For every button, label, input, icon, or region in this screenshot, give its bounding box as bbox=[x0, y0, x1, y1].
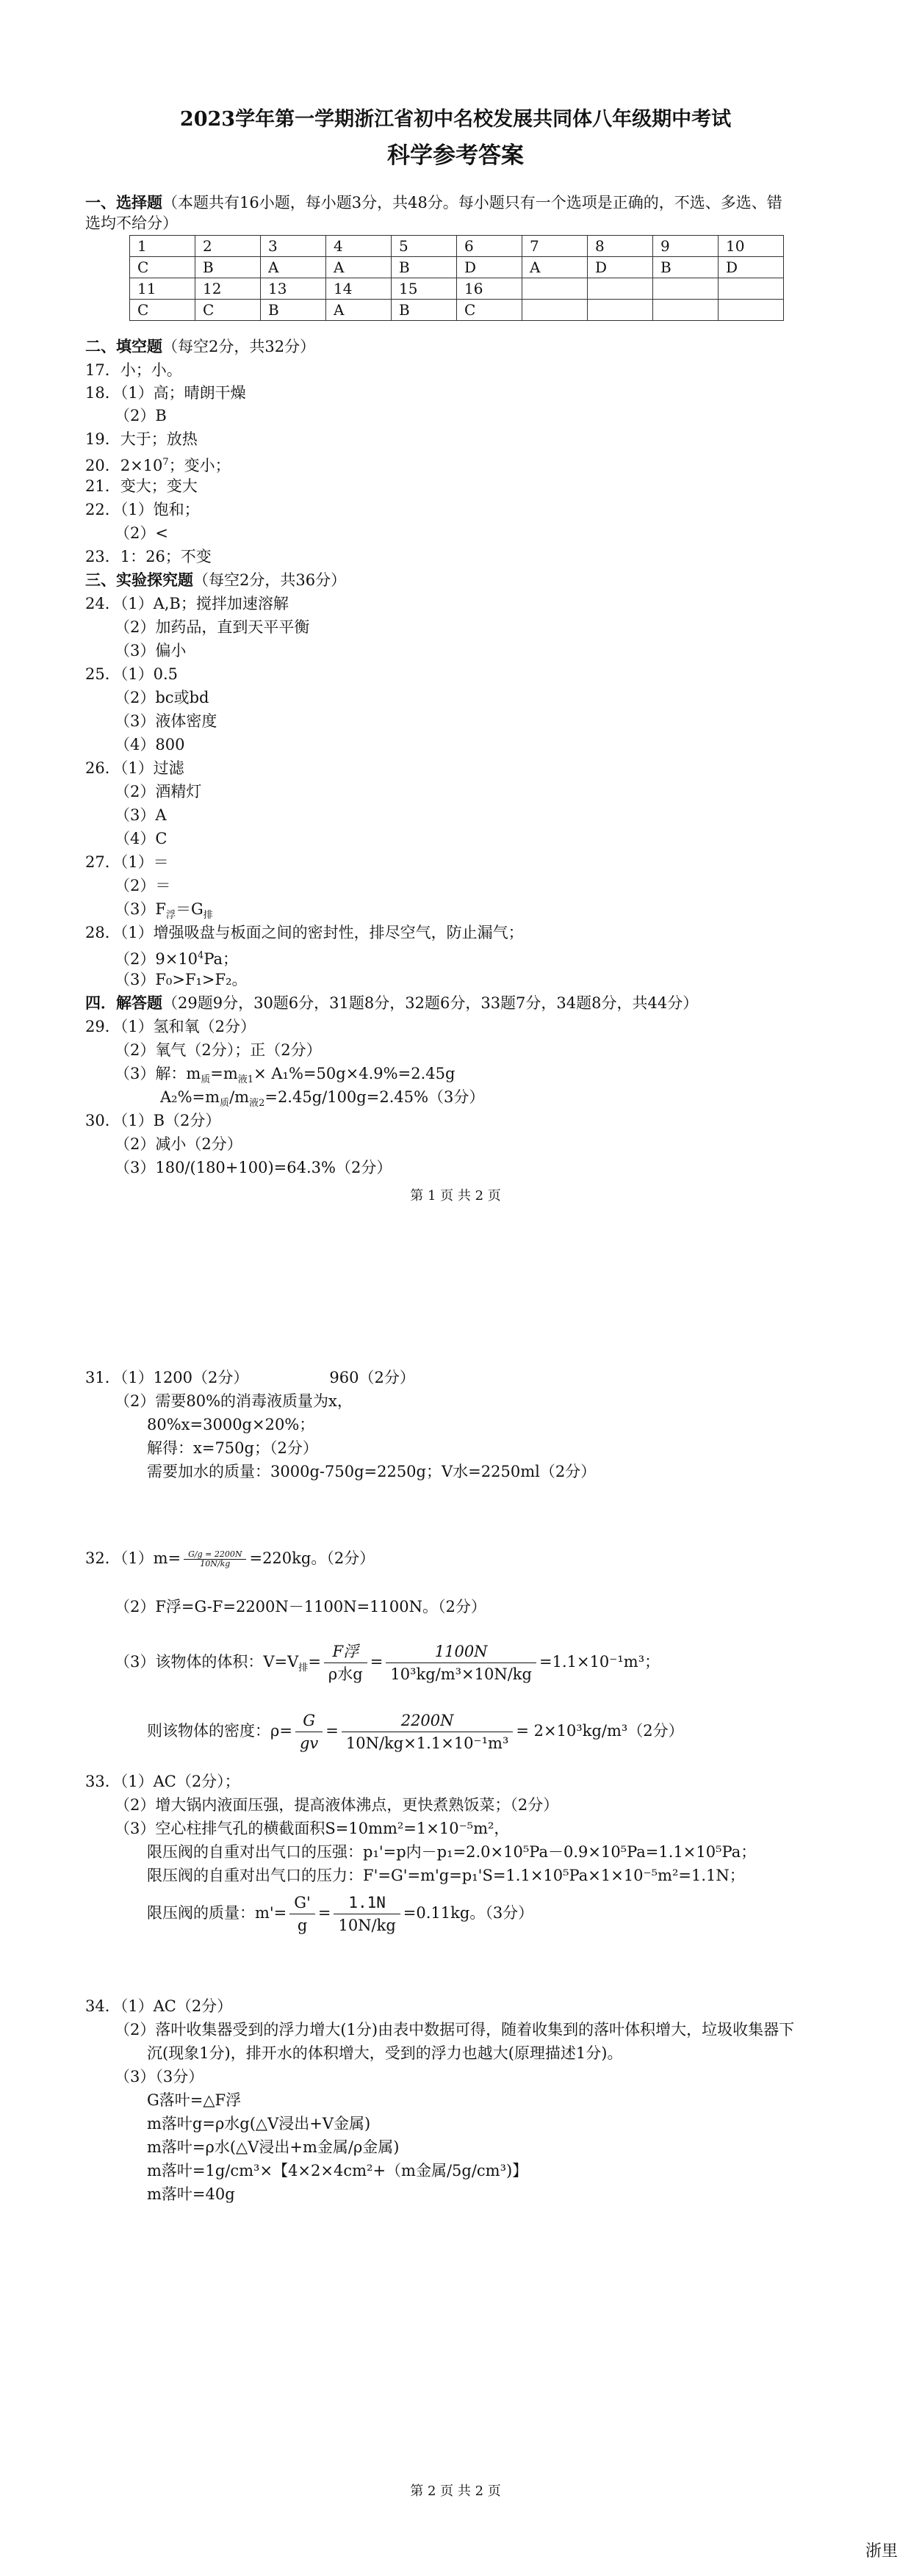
answer-table-cell: 16 bbox=[457, 278, 522, 300]
answer-table-cell: D bbox=[719, 257, 784, 278]
answer-34-step3: m落叶=ρ水(△V浸出+m金属/ρ金属) bbox=[147, 2138, 400, 2156]
answer-26-2: （2）酒精灯 bbox=[115, 783, 202, 800]
section-4-heading: 四．解答题（29题9分，30题6分，31题8分，32题6分，33题7分，34题8分，共44分） bbox=[85, 994, 699, 1012]
answer-table-cell: C bbox=[130, 257, 195, 278]
answer-30-3: （3）180/(180+100)=64.3%（2分） bbox=[115, 1159, 392, 1176]
answer-table-cell: B bbox=[392, 300, 457, 321]
answer-26-3: （3）A bbox=[115, 806, 167, 824]
answer-table-cell: 12 bbox=[195, 278, 261, 300]
answer-31-solve: 解得：x=750g；（2分） bbox=[147, 1439, 318, 1457]
answer-31-2: （2）需要80%的消毒液质量为x， bbox=[115, 1392, 353, 1410]
answer-23: 23．1：26；不变 bbox=[85, 548, 212, 565]
answer-32-2: （2）F浮=G-F=2200N－1100N=1100N。（2分） bbox=[115, 1598, 486, 1616]
answer-27-2: （2）＝ bbox=[115, 877, 171, 894]
answer-table-cell bbox=[719, 300, 784, 321]
answer-table-cell: D bbox=[588, 257, 653, 278]
answer-24-1: 24．（1）A,B；搅拌加速溶解 bbox=[85, 595, 289, 612]
answer-17: 17．小；小。 bbox=[85, 361, 182, 379]
answer-table-cell: 15 bbox=[392, 278, 457, 300]
answer-32-density: 则该物体的密度：ρ= $\frac{G}{gv}$ = $\frac{2200N}{\text{10N/kg×1.1×10⁻¹m³}}$ = 2×10³kg/m³（2分） bbox=[147, 1710, 684, 1754]
answer-table-cell bbox=[653, 300, 719, 321]
section-3-heading: 三、实验探究题（每空2分，共36分） bbox=[85, 571, 347, 589]
answer-31-1: 31．（1）1200（2分） 960（2分） bbox=[85, 1369, 415, 1386]
answer-31-eq: 80%x=3000g×20%； bbox=[147, 1416, 315, 1433]
answer-table-cell: 7 bbox=[522, 236, 588, 257]
answer-22-2: （2）< bbox=[115, 524, 168, 542]
answer-table-cell: 8 bbox=[588, 236, 653, 257]
answer-27-3: $(3)F_浮=G_排$ bbox=[115, 900, 213, 922]
section-2-heading: 二、填空题（每空2分，共32分） bbox=[85, 337, 316, 355]
answer-table-cell bbox=[588, 300, 653, 321]
answer-29-2: （2）氧气（2分）；正（2分） bbox=[115, 1041, 322, 1059]
answer-table-cell: 1 bbox=[130, 236, 195, 257]
answer-table-cell bbox=[522, 300, 588, 321]
answer-34-1: 34．（1）AC（2分） bbox=[85, 1997, 233, 2015]
answer-table-row bbox=[130, 257, 784, 278]
page-1-footer: 第 1 页 共 2 页 bbox=[410, 1188, 501, 1204]
answer-table bbox=[129, 235, 784, 321]
answer-31-water: 需要加水的质量：3000g-750g=2250g；V水=2250ml（2分） bbox=[147, 1463, 597, 1480]
answer-32-1: 32．（1）m= $\frac{G/g = 2200N}{10N/kg}$ =220kg。（2分） bbox=[85, 1549, 375, 1569]
answer-29-3: （3）解：$m_质=m_{液1}\times A_1\%=50g\times 4.9\%=2.45g$ bbox=[115, 1065, 455, 1086]
answer-22-1: 22．（1）饱和； bbox=[85, 501, 200, 518]
answer-table-cell: 2 bbox=[195, 236, 261, 257]
answer-32-3: （3）该物体的体积：$V=V_排=$ $\frac{\text{F浮}}{\text{ρ水g}}$ = $\frac{1100N}{\text{10³kg/m³×10N/kg}}$ =1.1×10⁻¹m³； bbox=[115, 1640, 660, 1685]
answer-table-cell: 9 bbox=[653, 236, 719, 257]
answer-25-4: （4）800 bbox=[115, 736, 185, 753]
answer-34-3: （3）（3分） bbox=[115, 2068, 204, 2085]
answer-24-3: （3）偏小 bbox=[115, 642, 187, 659]
answer-33-1: 33．（1）AC（2分）； bbox=[85, 1773, 240, 1790]
answer-table-cell: A bbox=[326, 300, 392, 321]
answer-table-cell: B bbox=[261, 300, 326, 321]
answer-table-cell bbox=[522, 278, 588, 300]
answer-34-2-cont: 沉(现象1分)，排开水的体积增大，受到的浮力也越大(原理描述1分)。 bbox=[147, 2044, 623, 2062]
answer-table-cell: B bbox=[392, 257, 457, 278]
answer-29-3-cont: $A_2\%=m_质/m_{液2}=2.45g/100g=2.45\%(3$分） bbox=[160, 1088, 485, 1110]
page-2-footer: 第 2 页 共 2 页 bbox=[410, 2483, 501, 2499]
answer-26-1: 26．（1）过滤 bbox=[85, 759, 184, 777]
exam-subtitle: 科学参考答案 bbox=[387, 142, 524, 169]
answer-18-2: （2）B bbox=[115, 407, 167, 424]
answer-30-1: 30．（1）B（2分） bbox=[85, 1112, 221, 1129]
answer-28-1: 28．（1）增强吸盘与板面之间的密封性，排尽空气，防止漏气； bbox=[85, 924, 524, 941]
answer-table-cell: C bbox=[457, 300, 522, 321]
answer-table-cell: C bbox=[195, 300, 261, 321]
answer-table-cell: 5 bbox=[392, 236, 457, 257]
answer-table-cell bbox=[653, 278, 719, 300]
answer-table-cell: A bbox=[326, 257, 392, 278]
answer-33-mass: 限压阀的质量：m'= $\frac{G'}{g}$ = $\frac{1.1N}{10N/kg}$ =0.11kg。（3分） bbox=[147, 1892, 533, 1936]
answer-25-3: （3）液体密度 bbox=[115, 712, 217, 730]
answer-21: 21．变大；变大 bbox=[85, 477, 198, 495]
answer-25-2: （2）bc或bd bbox=[115, 689, 209, 706]
answer-33-pressure: 限压阀的自重对出气口的压强：p₁'=p内－p₁=2.0×10⁵Pa－0.9×10⁵Pa=1.1×10⁵Pa； bbox=[147, 1843, 757, 1861]
answer-34-step2: m落叶g=ρ水g(△V浸出+V金属) bbox=[147, 2115, 371, 2132]
answer-table-cell bbox=[719, 278, 784, 300]
answer-28-3: （3）F₀>F₁>F₂。 bbox=[115, 971, 248, 988]
answer-table-cell: 13 bbox=[261, 278, 326, 300]
answer-19: 19．大于；放热 bbox=[85, 430, 198, 448]
answer-table-cell: 14 bbox=[326, 278, 392, 300]
answer-24-2: （2）加药品，直到天平平衡 bbox=[115, 618, 310, 636]
answer-28-2: $(2)9\times 10^4Pa$； bbox=[115, 950, 239, 968]
answer-33-2: （2）增大锅内液面压强，提高液体沸点，更快煮熟饭菜；（2分） bbox=[115, 1796, 559, 1814]
answer-29-1: 29．（1）氢和氧（2分） bbox=[85, 1018, 256, 1035]
answer-25-1: 25．（1）0.5 bbox=[85, 665, 178, 683]
answer-table-cell bbox=[588, 278, 653, 300]
exam-title: 2023学年第一学期浙江省初中名校发展共同体八年级期中考试 bbox=[179, 108, 732, 131]
section-1-heading: 一、选择题（本题共有16小题，每小题3分，共48分。每小题只有一个选项是正确的，不选、多选、错 bbox=[85, 193, 782, 211]
answer-table-cell: C bbox=[130, 300, 195, 321]
answer-table-cell: 10 bbox=[719, 236, 784, 257]
answer-table-cell: A bbox=[261, 257, 326, 278]
answer-table-cell: 6 bbox=[457, 236, 522, 257]
answer-34-2: （2）落叶收集器受到的浮力增大(1分)由表中数据可得，随着收集到的落叶体积增大，垃圾收集器下 bbox=[115, 2021, 795, 2038]
answer-table-cell: D bbox=[457, 257, 522, 278]
section-1-desc-cont: 选均不给分） bbox=[85, 214, 178, 232]
answer-table-row bbox=[130, 300, 784, 321]
answer-27-1: 27．（1）＝ bbox=[85, 853, 169, 871]
page-2 bbox=[0, 1288, 911, 2576]
answer-table-cell: 3 bbox=[261, 236, 326, 257]
answer-26-4: （4）C bbox=[115, 830, 168, 847]
answer-34-step4: m落叶=1g/cm³×【4×2×4cm²+（m金属/5g/cm³)】 bbox=[147, 2162, 528, 2179]
answer-table-row bbox=[130, 278, 784, 300]
answer-table-cell: 11 bbox=[130, 278, 195, 300]
answer-30-2: （2）减小（2分） bbox=[115, 1135, 242, 1153]
answer-34-step1: G落叶=△F浮 bbox=[147, 2091, 242, 2109]
answer-20: 20．$2\times 10^7$；变小； bbox=[85, 457, 231, 474]
corner-mark: 浙里 bbox=[865, 2542, 898, 2561]
answer-table-cell: B bbox=[653, 257, 719, 278]
answer-table-cell: A bbox=[522, 257, 588, 278]
answer-18-1: 18．（1）高；晴朗干燥 bbox=[85, 384, 246, 402]
answer-table-cell: 4 bbox=[326, 236, 392, 257]
answer-33-3: （3）空心柱排气孔的横截面积S=10mm²=1×10⁻⁵m²， bbox=[115, 1820, 510, 1837]
answer-table-cell: B bbox=[195, 257, 261, 278]
answer-33-force: 限压阀的自重对出气口的压力：F'=G'=m'g=p₁'S=1.1×10⁵Pa×1×10⁻⁵m²=1.1N； bbox=[147, 1867, 745, 1884]
answer-34-result: m落叶=40g bbox=[147, 2185, 235, 2203]
answer-table-row bbox=[130, 236, 784, 257]
